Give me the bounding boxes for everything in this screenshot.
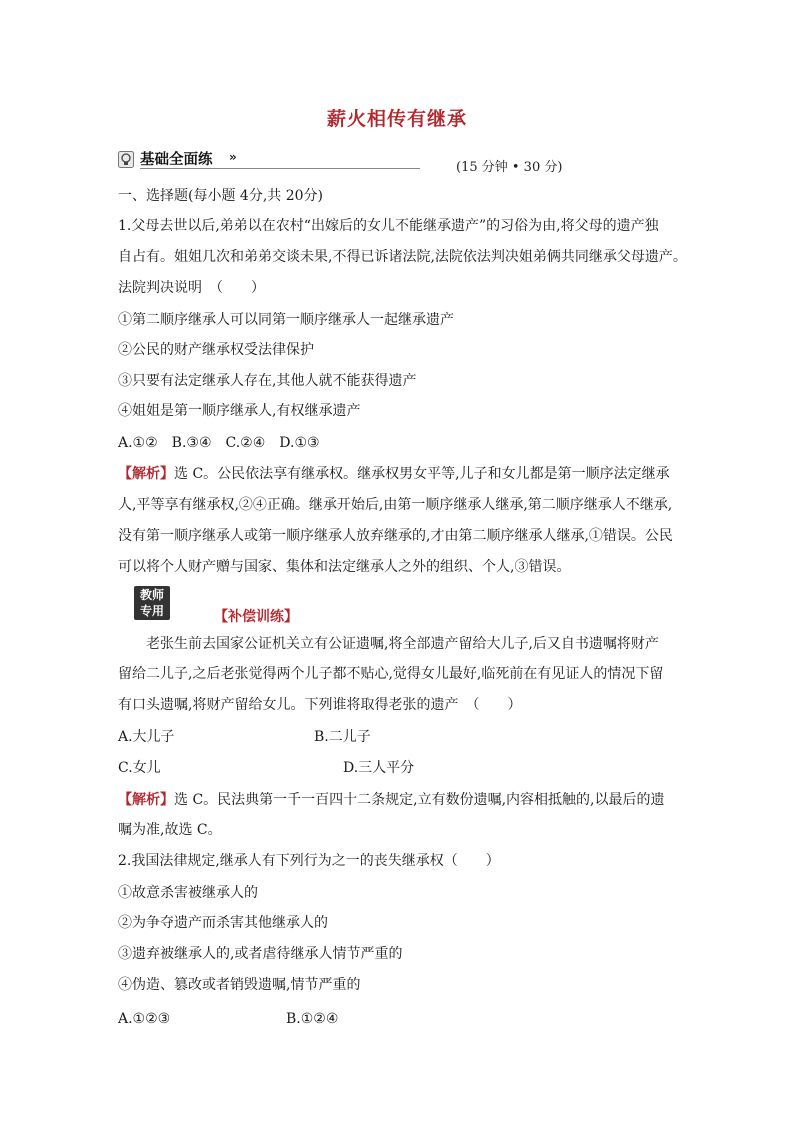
teacher-only-badge bbox=[134, 586, 170, 620]
supplement-title: 【补偿训练】 bbox=[214, 609, 298, 625]
q2-item: ①故意杀害被继承人的 bbox=[118, 885, 258, 901]
part-heading: 一、选择题(每小题 4分,共 20分) bbox=[118, 188, 323, 204]
section-arrow-icon: » bbox=[229, 150, 237, 164]
analysis-text: 选 C。公民依法享有继承权。继承权男女平等,儿子和女儿都是第一顺序法定继承 bbox=[174, 466, 670, 482]
supplement-option-d: D.三人平分 bbox=[343, 760, 415, 776]
time-score-note: (15 分钟 • 30 分) bbox=[456, 160, 563, 175]
page-title: 薪火相传有继承 bbox=[326, 108, 467, 130]
badge-line: 教师 bbox=[139, 588, 164, 602]
q2-item: ③遗弃被继承人的,或者虐待继承人情节严重的 bbox=[118, 946, 403, 962]
q2-option-b: B.①②④ bbox=[286, 1011, 339, 1027]
q1-analysis-line: 可以将个人财产赠与国家、集体和法定继承人之外的组织、个人,③错误。 bbox=[118, 559, 571, 575]
analysis-tag: 【解析】 bbox=[118, 792, 174, 808]
q1-stem-line: 法院判决说明 （ ） bbox=[118, 280, 265, 296]
lightbulb-icon bbox=[118, 151, 134, 168]
supplement-option-a: A.大儿子 bbox=[118, 729, 175, 745]
q2-option-a: A.①②③ bbox=[118, 1011, 171, 1027]
supplement-stem-line: 留给二儿子,之后老张觉得两个儿子都不贴心,觉得女儿最好,临死前在有见证人的情况下留 bbox=[118, 666, 664, 682]
q1-stem-line: 自占有。姐姐几次和弟弟交谈未果,不得已诉诸法院,法院依法判决姐弟俩共同继承父母遗产。 bbox=[118, 249, 687, 265]
section-name: 基础全面练 bbox=[140, 152, 213, 168]
q1-analysis-line bbox=[118, 464, 670, 484]
q1-analysis-line: 没有第一顺序继承人或第一顺序继承人放弃继承的,才由第二顺序继承人继承,①错误。公民 bbox=[118, 528, 673, 544]
q2-item: ④伪造、篡改或者销毁遗嘱,情节严重的 bbox=[118, 977, 361, 993]
q1-item: ④姐姐是第一顺序继承人,有权继承遗产 bbox=[118, 403, 361, 419]
q1-options: A.①② B.③④ C.②④ D.①③ bbox=[118, 435, 320, 451]
section-header bbox=[118, 147, 678, 173]
q1-analysis-line: 人,平等享有继承权,②④正确。继承开始后,由第一顺序继承人继承,第二顺序继承人不继承, bbox=[118, 497, 673, 513]
q1-item: ①第二顺序继承人可以同第一顺序继承人一起继承遗产 bbox=[118, 312, 454, 328]
supplement-option-c: C.女儿 bbox=[118, 760, 161, 776]
supplement-stem-line: 老张生前去国家公证机关立有公证遗嘱,将全部遗产留给大儿子,后又自书遗嘱将财产 bbox=[146, 636, 659, 652]
section-divider bbox=[140, 168, 420, 169]
supplement-option-b: B.二儿子 bbox=[314, 729, 371, 745]
supplement-analysis-line bbox=[118, 790, 665, 810]
q2-stem: 2.我国法律规定,继承人有下列行为之一的丧失继承权（ ） bbox=[118, 853, 500, 869]
q1-item: ②公民的财产继承权受法律保护 bbox=[118, 342, 314, 358]
q1-item: ③只要有法定继承人存在,其他人就不能获得遗产 bbox=[118, 373, 417, 389]
analysis-tag: 【解析】 bbox=[118, 466, 174, 482]
supplement-analysis-line: 嘱为准,故选 C。 bbox=[118, 822, 222, 838]
q1-stem-line: 1.父母去世以后,弟弟以在农村“出嫁后的女儿不能继承遗产”的习俗为由,将父母的遗产独 bbox=[118, 218, 659, 234]
q2-item: ②为争夺遗产而杀害其他继承人的 bbox=[118, 915, 328, 931]
badge-line: 专用 bbox=[139, 604, 164, 618]
supplement-stem-line: 有口头遗嘱,将财产留给女儿。下列谁将取得老张的遗产 （ ） bbox=[118, 697, 522, 713]
analysis-text: 选 C。民法典第一千一百四十二条规定,立有数份遗嘱,内容相抵触的,以最后的遗 bbox=[174, 792, 665, 808]
